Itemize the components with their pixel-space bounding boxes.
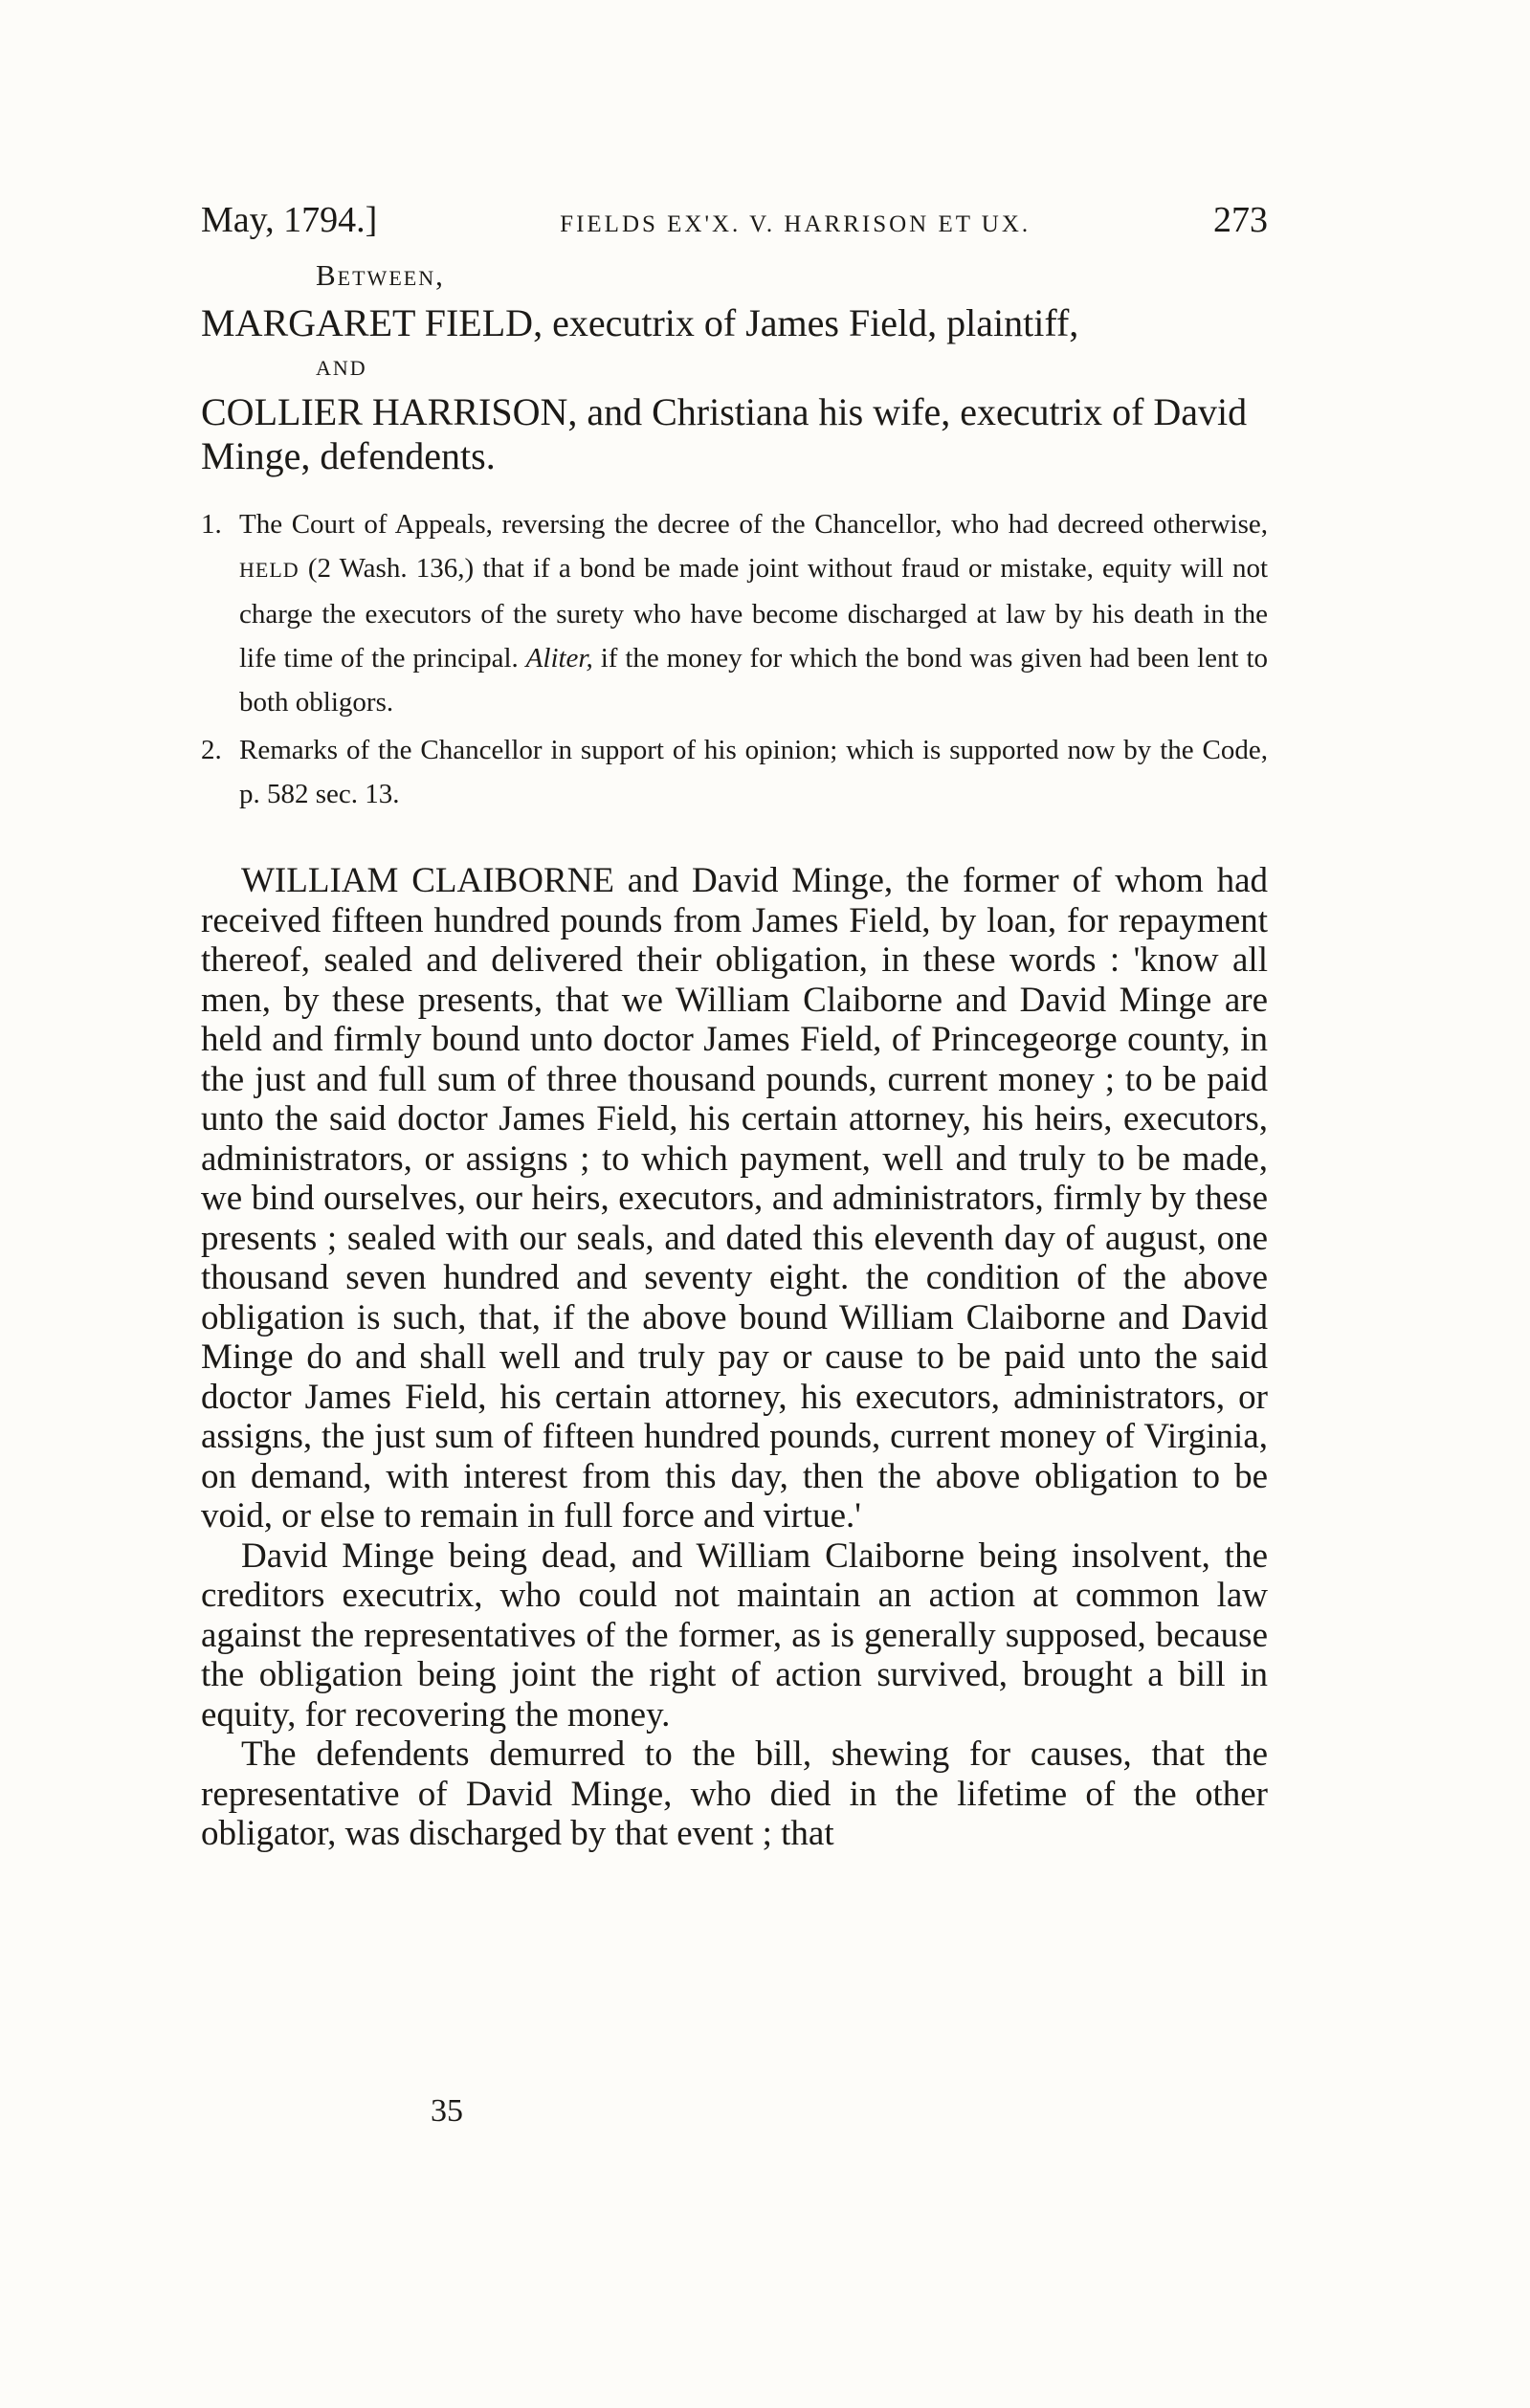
plaintiff-name: MARGARET FIELD — [201, 301, 534, 344]
paragraph-lead: WILLIAM CLAIBORNE — [241, 861, 614, 900]
and-label: AND — [316, 356, 367, 380]
defendant-line — [201, 390, 1268, 478]
opinion-body — [201, 861, 1268, 1854]
paragraph-text: and David Minge, the former of whom had received fifteen hundred pounds from James Field, by loan, for repayment thereof, sealed and delivered their obligation, in these words : 'know all men, by these presents, that we William Claiborne and David Minge are held and firmly bound unto doctor James Field, of Princegeorge county, in the just and full sum of three thousand pounds, current money ; to be paid unto the said doctor James Field, his certain attorney, his heirs, executors, administrators, or assigns ; to which payment, well and truly to be made, we bind ourselves, our heirs, executors, and administrators, firmly by these presents ; sealed with our seals, and dated this eleventh day of august, one thousand seven hundred and seventy eight. the condition of the above obligation is such, that, if the above bound William Claiborne and David Minge do and shall well and truly pay or cause to be paid unto the said doctor James Field, his certain attorney, his executors, administrators, or assigns, the just sum of fifteen hundred pounds, current money of Virginia, on demand, with interest from this day, then the above obligation to be void, or else to remain in full force and virtue.' — [201, 861, 1268, 1535]
page-number: 273 — [1213, 200, 1268, 240]
defendant-name: COLLIER HARRISON — [201, 390, 568, 433]
between-label: Between, — [316, 258, 445, 292]
body-paragraph-1 — [201, 861, 1268, 1536]
headnote-text: The Court of Appeals, reversing the decree of the Chancellor, who had decreed otherwise, — [239, 509, 1268, 540]
headnote-2 — [201, 728, 1268, 816]
signature-mark: 35 — [431, 2093, 463, 2129]
running-head-title: FIELDS EX'X. V. HARRISON ET UX. — [560, 211, 1031, 237]
headnote-text: (2 Wash. 136,) that if a bond be made joint without fraud or mistake, equity will not charge the executors of the surety who have become discharged at law by his death in the life time of the principal. — [239, 553, 1268, 674]
running-head — [201, 199, 1268, 247]
plaintiff-line — [201, 300, 1268, 346]
held-label: HELD — [239, 558, 299, 582]
headnote-text: Remarks of the Chancellor in support of his opinion; which is supported now by the Code, p. 582 sec. 13. — [239, 735, 1268, 809]
plaintiff-description: , executrix of James Field, plaintiff, — [533, 301, 1079, 344]
defendant-description: , and Christiana his wife, executrix of David Minge, defendents. — [201, 390, 1248, 477]
headnote-text: if the money for which the bond was given had been lent to both obligors. — [239, 643, 1269, 718]
running-head-date: May, 1794.] — [201, 200, 378, 240]
headnotes — [201, 502, 1268, 820]
headnote-1 — [201, 502, 1268, 724]
aliter-label: Aliter, — [525, 643, 593, 674]
body-paragraph-3: The defendents demurred to the bill, shewing for causes, that the representative of David Minge, who died in the lifetime of the other obligator, was discharged by that event ; that — [201, 1734, 1268, 1853]
headnote-number: 1. — [201, 509, 222, 540]
body-paragraph-2: David Minge being dead, and William Claiborne being insolvent, the creditors executrix, who could not maintain an action at common law against the representatives of the former, as is generally supposed, because the obligation being joint the right of action survived, brought a bill in equity, for recovering the money. — [201, 1535, 1268, 1734]
headnote-number: 2. — [201, 735, 222, 765]
